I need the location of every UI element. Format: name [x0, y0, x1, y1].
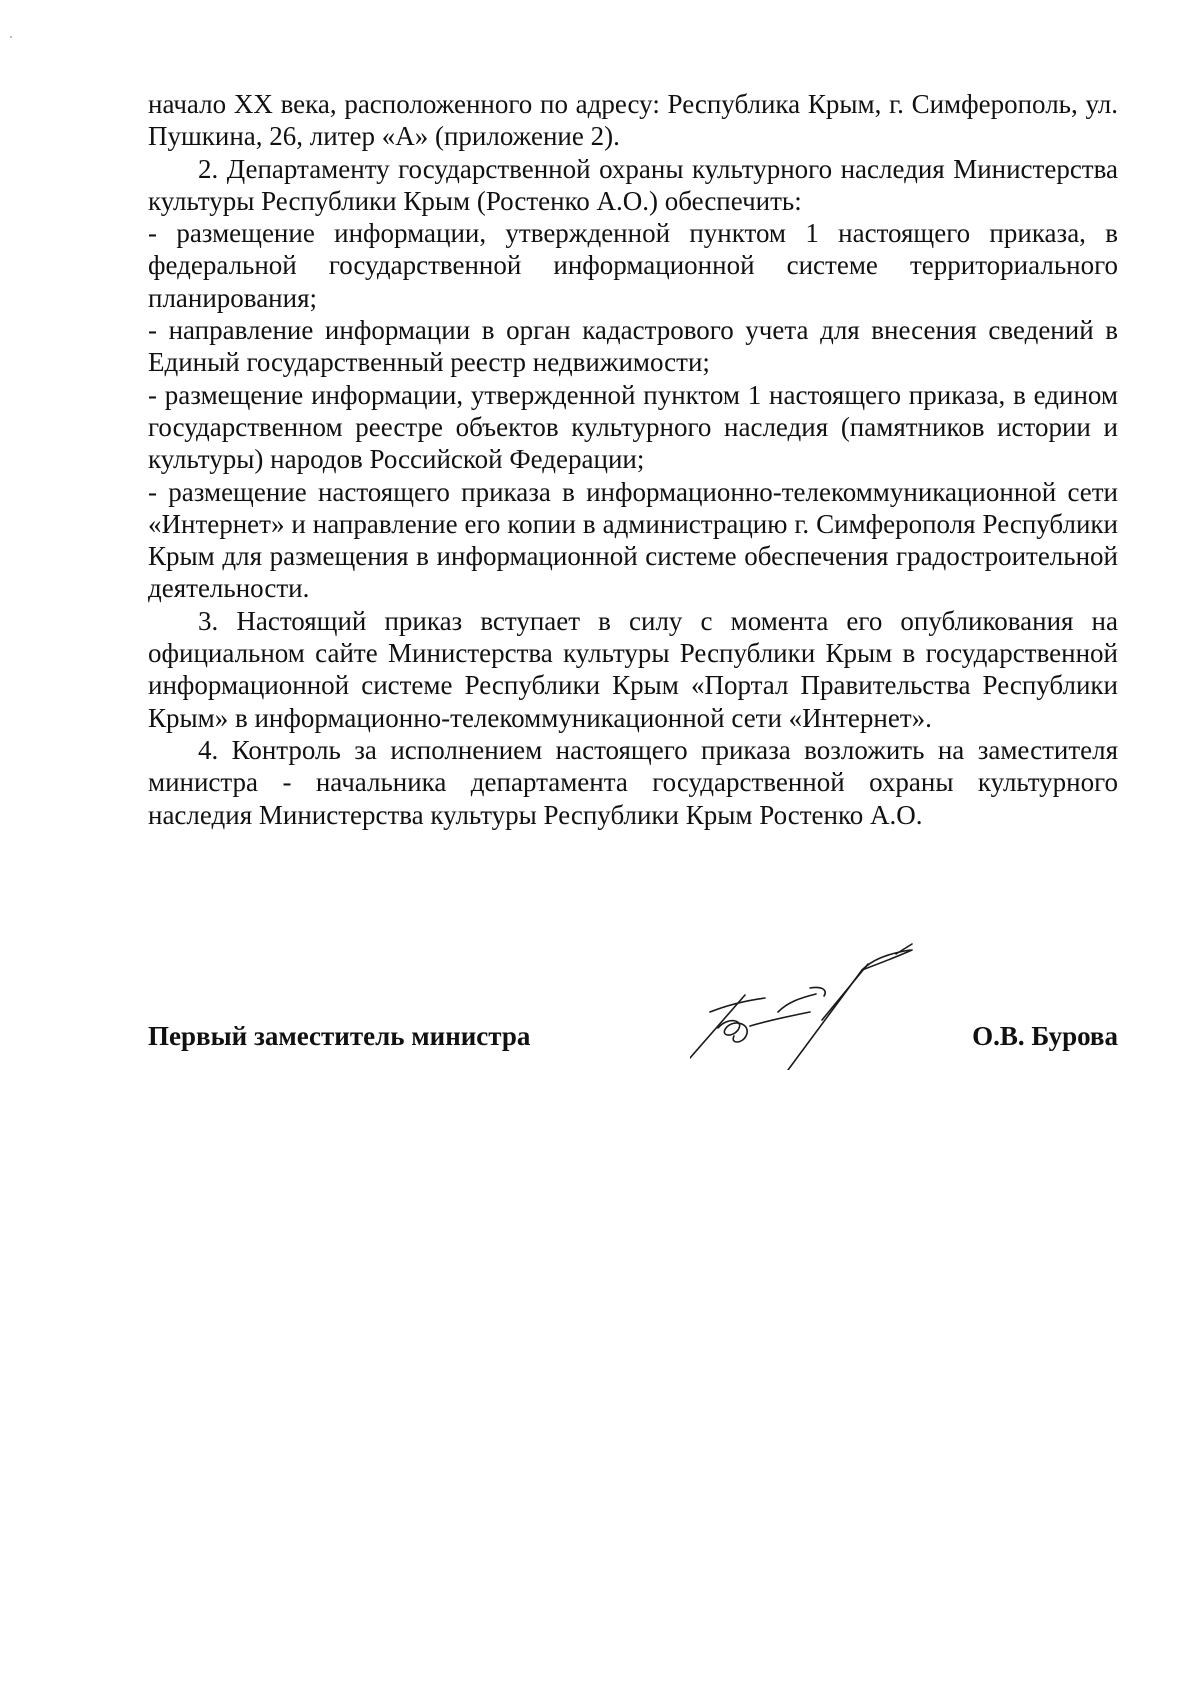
paragraph-item-4: 4. Контроль за исполнением настоящего приказа возложить на заместителя министра - начальника департамента государственной охраны культурного наследия Министерства культуры Республики Крым Ростенко А.О. — [148, 734, 1118, 830]
list-item-internet-publication: - размещение настоящего приказа в информационно-телекоммуникационной сети «Интернет» и направление его копии в администрацию г. Симферополя Республики Крым для размещения в информационной системе обеспечения градостроительной деятельности. — [148, 476, 1118, 604]
list-item-heritage-registry: - размещение информации, утвержденной пунктом 1 настоящего приказа, в едином государственном реестре объектов культурного наследия (памятников истории и культуры) народов Российской Федерации; — [148, 379, 1118, 475]
signature-block — [148, 1010, 1118, 1070]
document-body — [148, 88, 1118, 831]
paragraph-item-2: 2. Департаменту государственной охраны культурного наследия Министерства культуры Республики Крым (Ростенко А.О.) обеспечить: — [148, 153, 1118, 216]
paragraph-continuation: начало XX века, расположенного по адресу: Республика Крым, г. Симферополь, ул. Пушкина, 26, литер «А» (приложение 2). — [148, 89, 1118, 152]
list-item-gis-placement: - размещение информации, утвержденной пунктом 1 настоящего приказа, в федеральной государственной информационной системе территориального планирования; — [148, 218, 1118, 313]
signatory-position: Первый заместитель министра — [148, 1021, 531, 1051]
scan-artifact — [10, 36, 12, 38]
signatory-name: О.В. Бурова — [972, 1021, 1118, 1051]
paragraph-item-3: 3. Настоящий приказ вступает в силу с момента его опубликования на официальном сайте Министерства культуры Республики Крым в государственной информационной системе Республики Крым «Портал Правительства Республики Крым» в информационно-телекоммуникационной сети «Интернет». — [148, 605, 1118, 733]
handwritten-signature — [690, 920, 950, 1070]
list-item-cadastre: - направление информации в орган кадастрового учета для внесения сведений в Единый государственный реестр недвижимости; — [148, 315, 1118, 378]
